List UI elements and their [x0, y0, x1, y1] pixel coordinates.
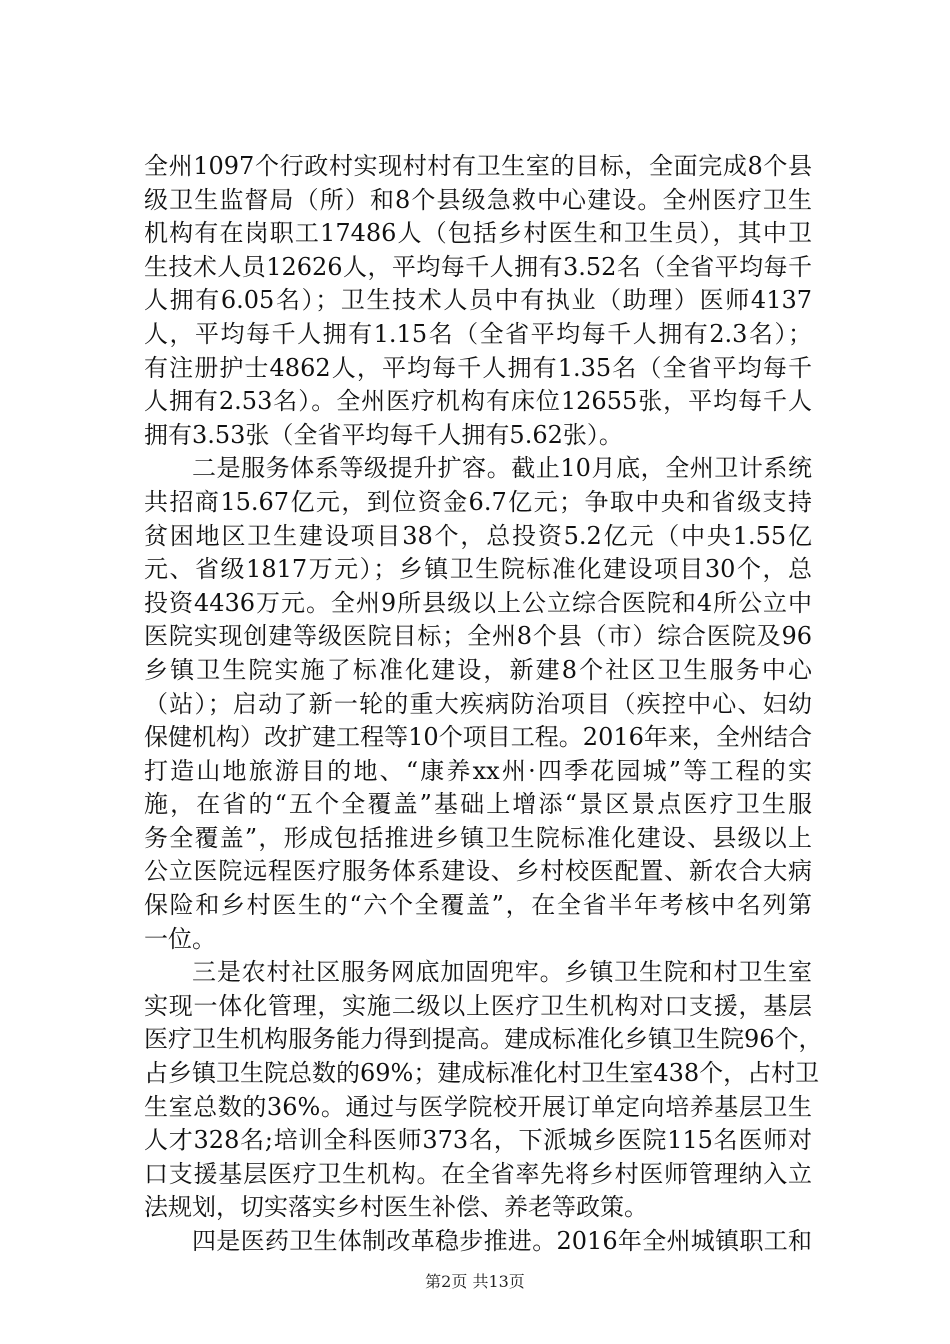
text-line [144, 150, 812, 184]
text-line [144, 587, 812, 621]
text-line [144, 721, 812, 755]
text-line-content: 占乡镇卫生院总数的69%；建成标准化村卫生室438个，占村卫 [144, 1059, 820, 1088]
text-line-content: 保健机构）改扩建工程等10个项目工程。2016年来，全州结合 [144, 723, 812, 752]
text-line [144, 184, 812, 218]
text-line-content: 贫困地区卫生建设项目38个，总投资5.2亿元（中央1.55亿 [144, 521, 812, 550]
text-line [144, 553, 812, 587]
text-line [144, 1225, 812, 1259]
text-line [144, 318, 812, 352]
text-line-content: 打造山地旅游目的地、“康养xx州·四季花园城”等工程的实 [144, 756, 812, 785]
text-line [144, 822, 812, 856]
text-line [144, 855, 812, 889]
text-line-content: 施，在省的“五个全覆盖”基础上增添“景区景点医疗卫生服 [144, 790, 812, 819]
text-line [144, 688, 812, 722]
text-line [144, 452, 812, 486]
document-body [144, 150, 823, 1259]
text-line-content: 元、省级1817万元）；乡镇卫生院标准化建设项目30个，总 [144, 555, 812, 584]
text-line [144, 352, 812, 386]
text-line-content: 生室总数的36%。通过与医学院校开展订单定向培养基层卫生 [144, 1092, 812, 1121]
text-line-content: 法规划，切实落实乡村医生补偿、养老等政策。 [144, 1193, 648, 1222]
text-line-content: 二是服务体系等级提升扩容。截止10月底，全州卫计系统 [192, 454, 812, 483]
text-line-content: 医疗卫生机构服务能力得到提高。建成标准化乡镇卫生院96个， [144, 1025, 823, 1054]
text-line-content: 务全覆盖”，形成包括推进乡镇卫生院标准化建设、县级以上 [144, 823, 812, 852]
text-line [144, 1158, 812, 1192]
text-line [144, 956, 812, 990]
text-line-content: 共招商15.67亿元，到位资金6.7亿元；争取中央和省级支持 [144, 487, 812, 516]
text-line [144, 620, 812, 654]
text-line [144, 654, 812, 688]
page-footer: 第2页 共13页 [425, 1272, 525, 1291]
text-line-content: 有注册护士4862人，平均每千人拥有1.35名（全省平均每千 [144, 353, 812, 382]
text-line [144, 889, 812, 923]
text-line [144, 990, 812, 1024]
text-line-content: 人拥有6.05名）；卫生技术人员中有执业（助理）医师4137 [144, 286, 812, 315]
text-line-content: 级卫生监督局（所）和8个县级急救中心建设。全州医疗卫生 [144, 185, 812, 214]
text-line-content: 四是医药卫生体制改革稳步推进。2016年全州城镇职工和 [192, 1227, 812, 1255]
text-line [144, 923, 812, 957]
text-line-content: 人拥有2.53名）。全州医疗机构有床位12655张，平均每千人 [144, 387, 812, 416]
text-line-content: 全州1097个行政村实现村村有卫生室的目标，全面完成8个县 [144, 152, 812, 180]
text-line [144, 385, 812, 419]
text-line-content: 实现一体化管理，实施二级以上医疗卫生机构对口支援，基层 [144, 991, 812, 1020]
text-line-content: 保险和乡村医生的“六个全覆盖”，在全省半年考核中名列第 [144, 891, 812, 920]
text-line-content: 一位。 [144, 924, 216, 953]
text-line [144, 1023, 823, 1057]
text-line [144, 284, 812, 318]
text-line [144, 788, 812, 822]
text-line [144, 1091, 812, 1125]
text-line-content: 三是农村社区服务网底加固兜牢。乡镇卫生院和村卫生室 [192, 958, 812, 987]
text-line-content: 乡镇卫生院实施了标准化建设，新建8个社区卫生服务中心 [144, 655, 812, 684]
text-line [144, 419, 812, 453]
text-line-content: 机构有在岗职工17486人（包括乡村医生和卫生员），其中卫 [144, 219, 812, 248]
text-line-content: 生技术人员12626人，平均每千人拥有3.52名（全省平均每千 [144, 252, 812, 281]
text-line-content: （站）；启动了新一轮的重大疾病防治项目（疾控中心、妇幼 [144, 689, 812, 718]
text-line-content: 投资4436万元。全州9所县级以上公立综合医院和4所公立中 [144, 588, 812, 617]
text-line [144, 1124, 812, 1158]
text-line-content: 人，平均每千人拥有1.15名（全省平均每千人拥有2.3名）； [144, 319, 812, 348]
text-line [144, 217, 812, 251]
text-line-content: 口支援基层医疗卫生机构。在全省率先将乡村医师管理纳入立 [144, 1159, 812, 1188]
text-line [144, 755, 812, 789]
text-line-content: 人才328名;培训全科医师373名，下派城乡医院115名医师对 [144, 1126, 812, 1155]
text-line-content: 公立医院远程医疗服务体系建设、乡村校医配置、新农合大病 [144, 857, 812, 886]
text-line [144, 251, 812, 285]
text-line [144, 1057, 820, 1091]
text-line [144, 520, 812, 554]
text-line-content: 医院实现创建等级医院目标；全州8个县（市）综合医院及96 [144, 622, 812, 651]
text-line [144, 1191, 812, 1225]
text-line [144, 486, 812, 520]
text-line-content: 拥有3.53张（全省平均每千人拥有5.62张）。 [144, 420, 623, 449]
